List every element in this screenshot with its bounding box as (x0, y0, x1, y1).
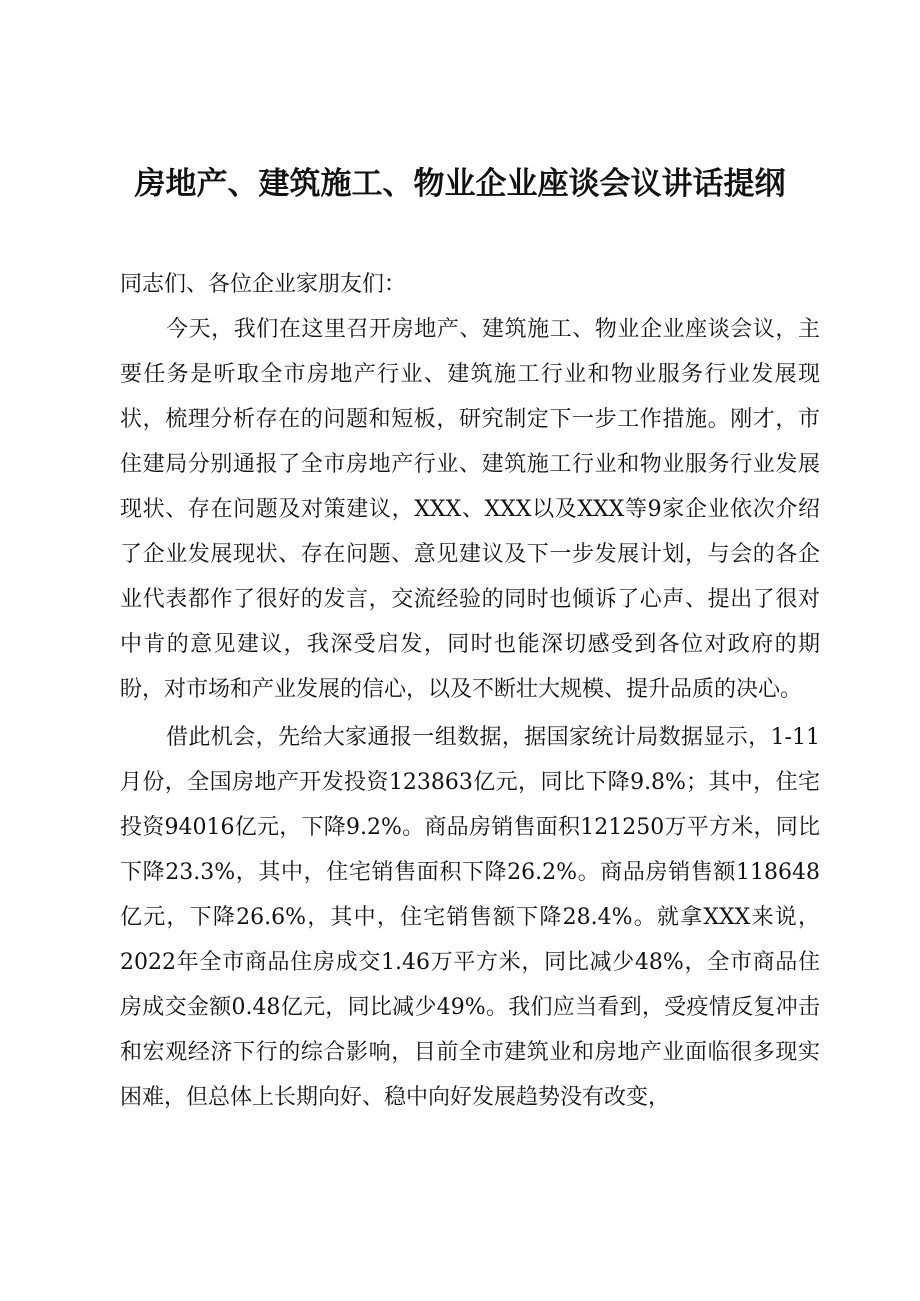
document-body (120, 262, 820, 1120)
paragraph-statistics: 借此机会，先给大家通报一组数据，据国家统计局数据显示，1-11月份，全国房地产开发投资123863亿元，同比下降9.8%；其中，住宅投资94016亿元，下降9.2%。商品房销售面积121250万平方米，同比下降23.3%，其中，住宅销售面积下降26.2%。商品房销售额118648亿元，下降26.6%，其中，住宅销售额下降28.4%。就拿XXX来说，2022年全市商品住房成交1.46万平方米，同比减少48%，全市商品住房成交金额0.48亿元，同比减少49%。我们应当看到，受疫情反复冲击和宏观经济下行的综合影响，目前全市建筑业和房地产业面临很多现实困难，但总体上长期向好、稳中向好发展趋势没有改变， (120, 725, 820, 1110)
paragraph-opening: 今天，我们在这里召开房地产、建筑施工、物业企业座谈会议，主要任务是听取全市房地产行业、建筑施工行业和物业服务行业发展现状，梳理分析存在的问题和短板，研究制定下一步工作措施。刚才，市住建局分别通报了全市房地产行业、建筑施工行业和物业服务行业发展现状、存在问题及对策建议，XXX、XXX以及XXX等9家企业依次介绍了企业发展现状、存在问题、意见建议及下一步发展计划，与会的各企业代表都作了很好的发言，交流经验的同时也倾诉了心声、提出了很对中肯的意见建议，我深受启发，同时也能深切感受到各位对政府的期盼，对市场和产业发展的信心，以及不断壮大规模、提升品质的决心。 (120, 317, 820, 702)
salutation: 同志们、各位企业家朋友们： (120, 272, 407, 297)
document-title: 房地产、建筑施工、物业企业座谈会议讲话提纲 (134, 166, 786, 202)
